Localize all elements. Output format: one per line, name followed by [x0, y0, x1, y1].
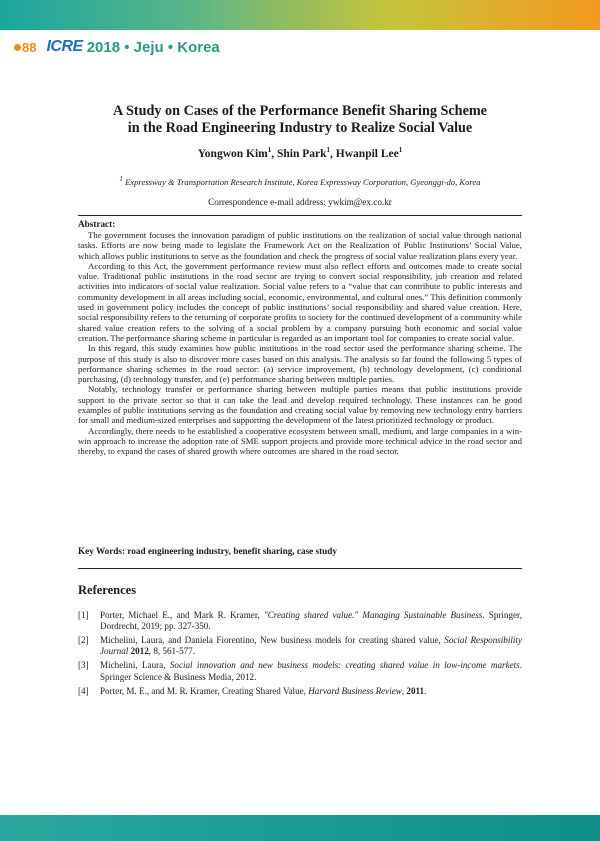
reference-number: [1] [78, 610, 89, 620]
title-line-2: in the Road Engineering Industry to Realize Social Value [127, 120, 473, 136]
correspondence-email: Correspondence e-mail address: ywkim@ex.co.kr [208, 197, 392, 207]
references-heading: References [78, 583, 137, 597]
author-affil-sup: 1 [326, 146, 331, 154]
bottom-gradient-bar [0, 815, 600, 841]
reference-text: Michelini, Laura, Social innovation and new business models: creating shared value in low-income markets. Springer Science & Business Media, 2012. [100, 660, 523, 682]
reference-text: Porter, Michael E., and Mark R. Kramer, "Creating shared value." Managing Sustainable Business. Springer, Dordrecht, 2019; pp. 327-350. [100, 610, 522, 632]
reference-number: [3] [78, 660, 89, 671]
reference-item [78, 635, 522, 658]
top-gradient-bar [0, 0, 600, 30]
page-header [14, 36, 220, 58]
reference-number: [4] [78, 685, 89, 696]
author-name: Shin Park [277, 147, 327, 160]
reference-list [78, 610, 522, 699]
abstract-paragraph: According to this Act, the government performance review must also reflect efforts and outcomes made to create social value. Traditional public institutions in the road sector are trying to convert social responsibility, job creation and related activities into indicators of social value realization. Social value refers to a “value that can contribute to public interests and community development in all areas including social, economic, environmental, and cultural ones.” This definition commonly used in government policy includes the concept of public institutions’ social responsibility and shared value creation. Here, social responsibility refers to the returning of corporate profits to society for the continued development of a community while shared value creation refers to the solving of a social problem by a company pursuing both economic and social value creation. The performance sharing scheme in particular is regarded as an important tool for companies to create social value. [78, 260, 522, 343]
affiliation-text: Expressway & Transportation Research Institute, Korea Expressway Corporation, Gyeonggi-do, Korea [125, 176, 481, 187]
author-affil-sup: 1 [398, 146, 403, 154]
logo-text: ICRE [46, 38, 83, 55]
reference-item [78, 610, 522, 633]
reference-number: [2] [78, 635, 89, 646]
author-name: Yongwon Kim [197, 147, 268, 160]
reference-text: Michelini, Laura, and Daniela Fiorentino, New business models for creating shared value, Social Responsibility Journal 2012, 8, 561-577. [100, 635, 522, 657]
abstract-paragraph: Notably, technology transfer or performance sharing between multiple parties means that public institutions provide support to the private sector so that it can take the lead and develop required technology. These instances can be good examples of public institutions serving as the foundation and creating social value by removing new technology entry barriers for small and medium-sized enterprises and supporting the development of the latest prioritized technology or product. [78, 384, 522, 426]
abstract-label: Abstract: [78, 219, 116, 229]
affiliation-sup: 1 [119, 175, 123, 183]
reference-item [78, 686, 522, 697]
abstract-paragraph: Accordingly, there needs to be established a cooperative ecosystem between small, medium, and large companies in a win-win approach to increase the adoption rate of SME support projects and provide more technical advice in the road sector and thereby, to expand the cases of shared growth where outcomes are shared in the road sector. [78, 425, 522, 457]
abstract-paragraph: In this regard, this study examines how public institutions in the road sector used the performance sharing scheme. The purpose of this study is also to discover more cases based on this analysis. The analysis so far found the following 5 types of performance sharing schemes in the road sector: (a) service improvement, (b) technology development, (c) conditional purchasing, (d) technology transfer, and (e) performance sharing between multiple parties. [78, 343, 522, 385]
abstract-body [78, 230, 522, 457]
abstract-paragraph: The government focuses the innovation paradigm of public institutions on the realization of social value through national tasks. Efforts are now being made to legislate the Framework Act on the Realization of Public Institutions’ Social Value, which allows public institutions to serve as the foundation and check the progress of social value realization plans every year. [78, 230, 522, 261]
author-list: Yongwon Kim$^1$, Shin Park$^1$, Hwanpil Lee$^1$ [197, 146, 403, 160]
conference-logo [46, 38, 82, 56]
abstract-bottom-rule [78, 568, 522, 569]
author-name: Hwanpil Lee [335, 147, 399, 160]
title-line-1: A Study on Cases of the Performance Benefit Sharing Scheme [113, 103, 487, 119]
reference-item [78, 660, 522, 683]
conference-info: 2018 • Jeju • Korea [86, 38, 220, 56]
abstract-top-rule [78, 215, 522, 216]
page-number: 88 [14, 40, 36, 55]
reference-text: Porter, M. E., and M. R. Kramer, Creating Shared Value, Harvard Business Review, 2011. [100, 685, 427, 696]
paper-title [78, 103, 522, 137]
author-affil-sup: 1 [267, 146, 272, 154]
keywords: Key Words: road engineering industry, benefit sharing, case study [78, 546, 337, 556]
affiliation [78, 175, 522, 187]
page-number-dot-icon [14, 44, 21, 51]
